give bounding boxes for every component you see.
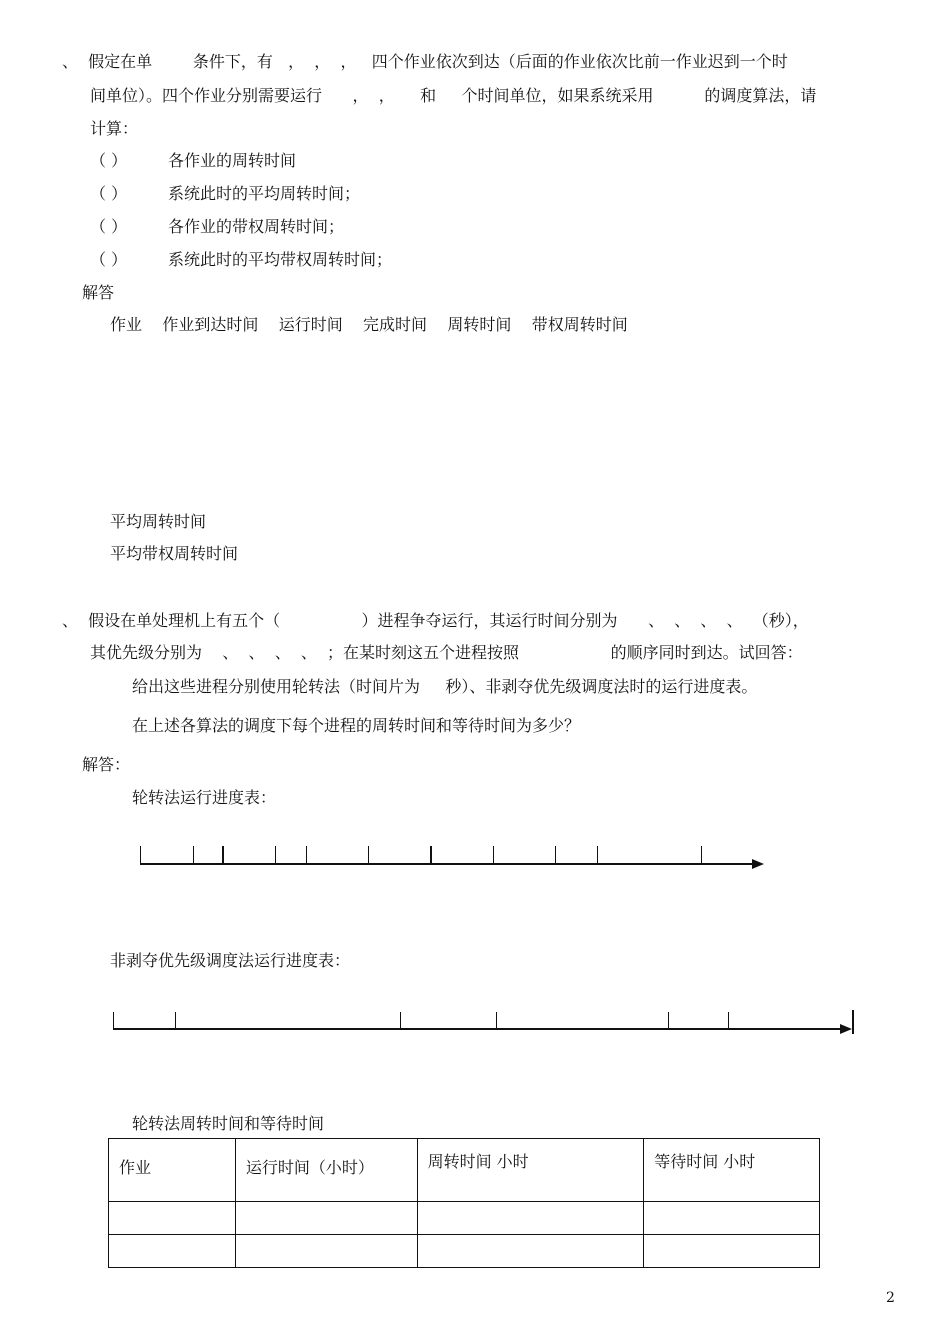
- np-timeline-arrow-icon: [840, 1024, 852, 1034]
- q2-answer-label: 解答：: [82, 755, 131, 774]
- np-timeline-axis: [113, 1028, 841, 1030]
- q1-table-header: 作业 作业到达时间 运行时间 完成时间 周转时间 带权周转时间: [110, 315, 628, 334]
- rr-tick: [493, 846, 494, 864]
- rr-tick: [222, 846, 224, 864]
- q1-item-2-text: 系统此时的平均周转时间；: [168, 184, 361, 203]
- rr-tick: [193, 846, 194, 864]
- np-tick: [175, 1012, 176, 1030]
- table-cell: [417, 1235, 644, 1268]
- q1-line3: 计算：: [90, 119, 139, 138]
- header-job: 作业: [109, 1139, 236, 1202]
- rr-tick: [368, 846, 369, 864]
- table-cell: [417, 1202, 644, 1235]
- np-tick: [728, 1012, 729, 1030]
- table-cell: [235, 1235, 417, 1268]
- rr-turnaround-table: [108, 1138, 820, 1268]
- table-row: [109, 1235, 820, 1268]
- table-header-row: [109, 1139, 820, 1202]
- rr-tick: [306, 846, 307, 864]
- rr-tick: [275, 846, 276, 864]
- rr-tick: [430, 846, 432, 864]
- header-turnaround: 周转时间 小时: [417, 1139, 644, 1202]
- table-cell: [644, 1202, 820, 1235]
- np-progress-label: 非剥夺优先级调度法运行进度表：: [110, 951, 351, 970]
- table-cell: [109, 1235, 236, 1268]
- np-tick: [668, 1012, 669, 1030]
- np-tick: [852, 1010, 854, 1034]
- rr-progress-label: 轮转法运行进度表：: [132, 788, 277, 807]
- q1-line2: 间单位）。四个作业分别需要运行 ， ， 和 个时间单位，如果系统采用 的调度算法，请: [90, 86, 817, 105]
- rr-timeline-arrow-icon: [752, 859, 764, 869]
- page-number: 2: [886, 1290, 895, 1306]
- q1-item-2-num: （ ）: [90, 184, 128, 203]
- header-wait: 等待时间 小时: [644, 1139, 820, 1202]
- q2-line1: 、 假设在单处理机上有五个（ ）进程争夺运行，其运行时间分别为 、 、 、 、 （秒），: [62, 611, 809, 630]
- rr-tick: [701, 846, 702, 864]
- rr-tick: [555, 846, 556, 864]
- rr-table-title: 轮转法周转时间和等待时间: [132, 1114, 325, 1133]
- q1-item-1-text: 各作业的周转时间: [168, 151, 297, 170]
- rr-tick: [140, 846, 141, 864]
- q1-item-3-text: 各作业的带权周转时间；: [168, 217, 345, 236]
- table-cell: [644, 1235, 820, 1268]
- header-run-time: 运行时间（小时）: [235, 1139, 417, 1202]
- table-cell: [235, 1202, 417, 1235]
- q1-item-4-text: 系统此时的平均带权周转时间；: [168, 250, 393, 269]
- rr-tick: [597, 846, 598, 864]
- q1-item-1-num: （ ）: [90, 151, 128, 170]
- np-tick: [496, 1012, 497, 1030]
- q2-item-1: 给出这些进程分别使用轮转法（时间片为 秒）、非剥夺优先级调度法时的运行进度表。: [132, 677, 758, 696]
- q1-avg-weighted: 平均带权周转时间: [110, 544, 239, 563]
- np-tick: [400, 1012, 401, 1030]
- table-row: [109, 1202, 820, 1235]
- q1-item-4-num: （ ）: [90, 250, 128, 269]
- q2-item-2: 在上述各算法的调度下每个进程的周转时间和等待时间为多少？: [132, 716, 581, 735]
- table-cell: [109, 1202, 236, 1235]
- np-tick: [113, 1012, 114, 1030]
- q1-item-3-num: （ ）: [90, 217, 128, 236]
- q1-line1: 、 假定在单 条件下，有 ， ， ， 四个作业依次到达（后面的作业依次比前一作业迟到一个时: [62, 52, 788, 71]
- q1-answer-label: 解答: [82, 283, 115, 302]
- q2-line2: 其优先级分别为 、 、 、 、 ；在某时刻这五个进程按照 的顺序同时到达。试回答：: [90, 643, 803, 662]
- rr-timeline-axis: [140, 863, 752, 865]
- q1-avg-turnaround: 平均周转时间: [110, 512, 207, 531]
